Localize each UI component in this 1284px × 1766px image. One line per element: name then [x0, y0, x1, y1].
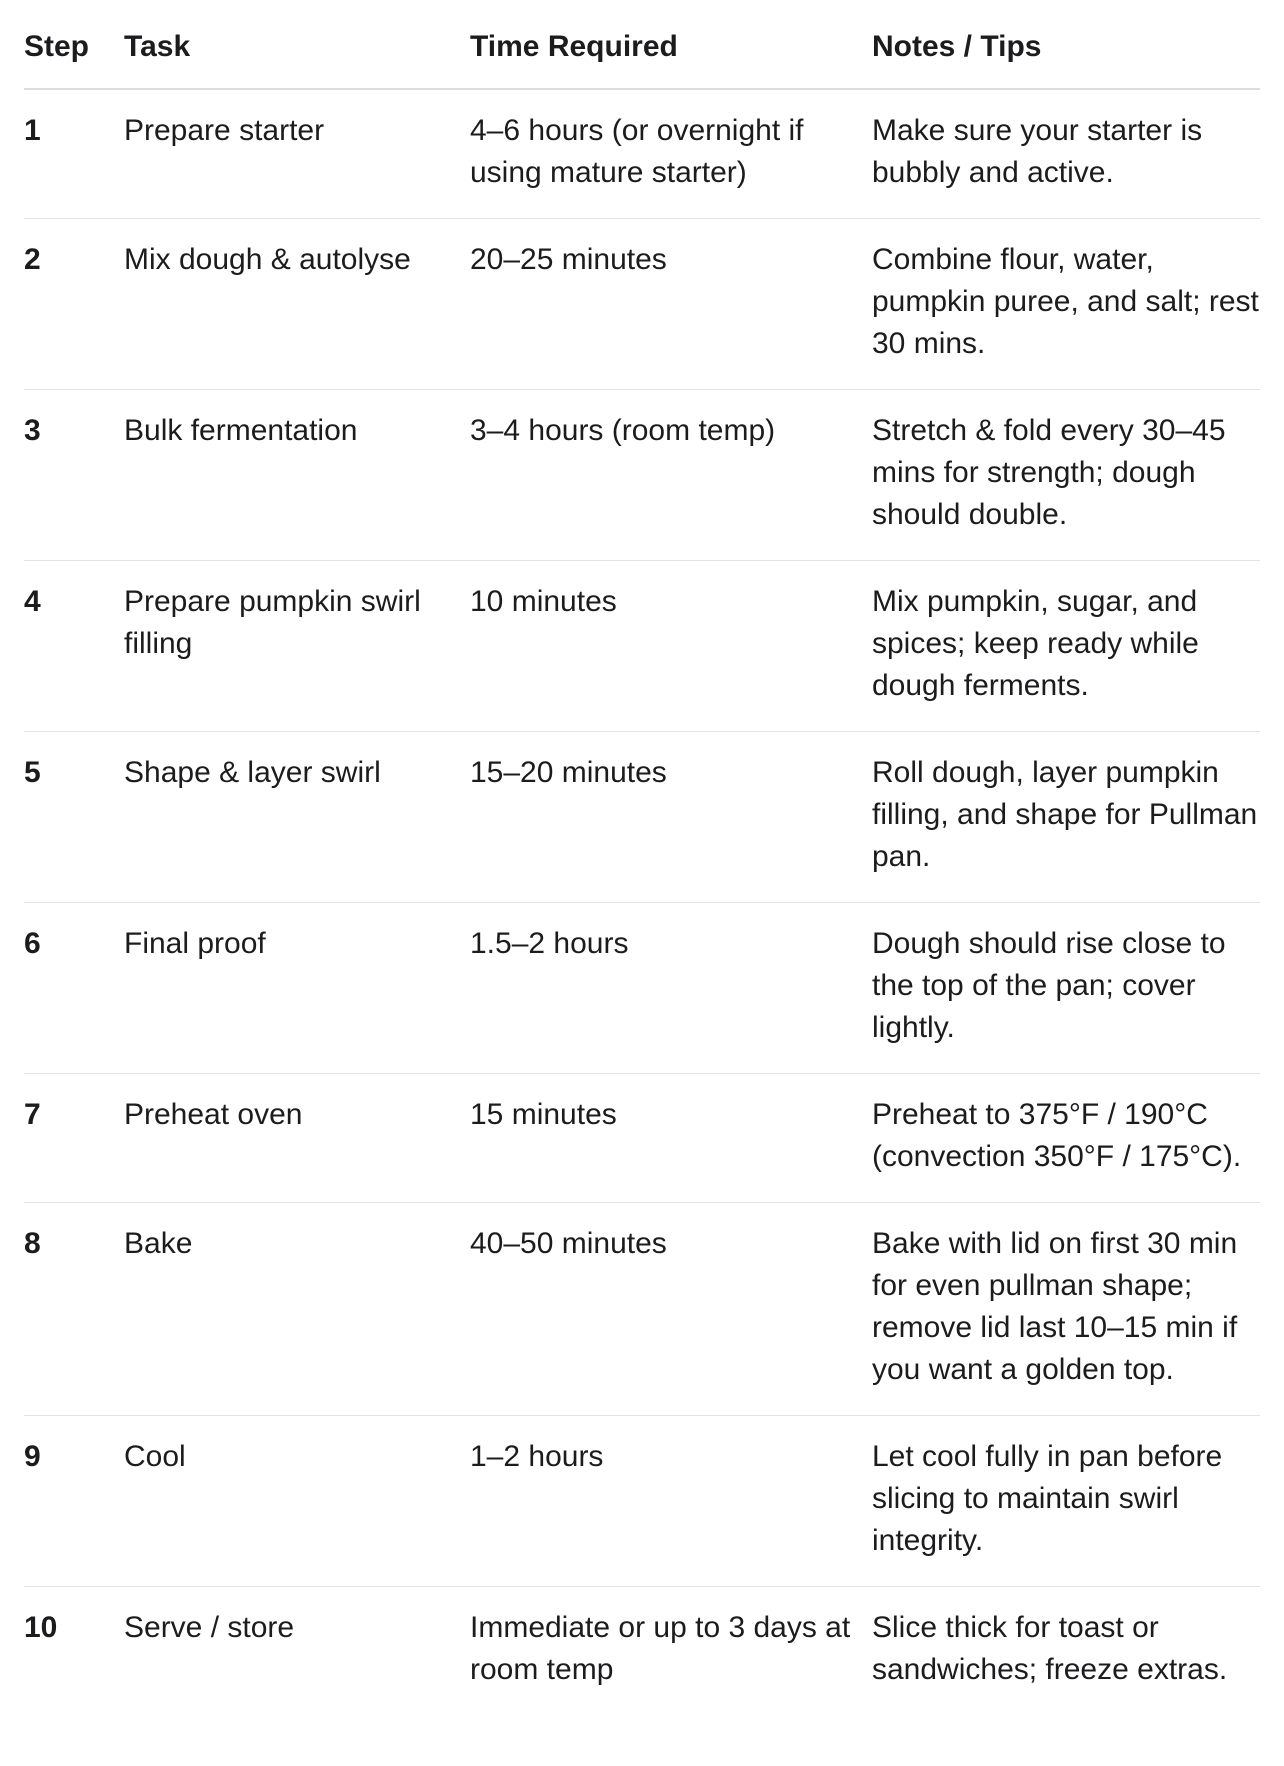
time-cell: 15 minutes	[470, 1074, 872, 1203]
step-number: 3	[24, 390, 124, 561]
step-number: 4	[24, 561, 124, 732]
step-number: 1	[24, 89, 124, 219]
header-task: Task	[124, 0, 470, 89]
task-cell: Bulk fermentation	[124, 390, 470, 561]
notes-cell: Let cool fully in pan before slicing to maintain swirl integrity.	[872, 1416, 1260, 1587]
header-row	[24, 0, 1260, 89]
task-cell: Final proof	[124, 903, 470, 1074]
task-cell: Prepare pumpkin swirl filling	[124, 561, 470, 732]
task-cell: Mix dough & autolyse	[124, 219, 470, 390]
step-number: 5	[24, 732, 124, 903]
table-row	[24, 1203, 1260, 1416]
table-row	[24, 89, 1260, 219]
table-row	[24, 732, 1260, 903]
task-cell: Shape & layer swirl	[124, 732, 470, 903]
notes-cell: Make sure your starter is bubbly and active.	[872, 89, 1260, 219]
task-cell: Cool	[124, 1416, 470, 1587]
table-body	[24, 89, 1260, 1715]
time-cell: 20–25 minutes	[470, 219, 872, 390]
step-number: 9	[24, 1416, 124, 1587]
task-cell: Serve / store	[124, 1611, 295, 1644]
notes-cell: Bake with lid on first 30 min for even pullman shape; remove lid last 10–15 min if you want a golden top.	[872, 1203, 1260, 1416]
time-cell: 1.5–2 hours	[470, 903, 872, 1074]
time-cell: 1–2 hours	[470, 1416, 872, 1587]
step-number: 8	[24, 1203, 124, 1416]
notes-cell: Stretch & fold every 30–45 mins for strength; dough should double.	[872, 390, 1260, 561]
task-cell: Bake	[124, 1203, 470, 1416]
table-row	[24, 561, 1260, 732]
time-cell: 10 minutes	[470, 561, 872, 732]
table-row	[24, 1416, 1260, 1587]
time-cell: 4–6 hours (or overnight if using mature starter)	[470, 89, 872, 219]
header-notes-tips: Notes / Tips	[872, 0, 1260, 89]
notes-cell: Mix pumpkin, sugar, and spices; keep ready while dough ferments.	[872, 561, 1260, 732]
time-cell: 3–4 hours (room temp)	[470, 390, 872, 561]
step-number: 2	[24, 219, 124, 390]
task-cell: Prepare starter	[124, 89, 470, 219]
notes-cell: Slice thick for toast or sandwiches; freeze extras.	[872, 1611, 1228, 1686]
table-row	[24, 219, 1260, 390]
header-step: Step	[24, 0, 124, 89]
table-row	[24, 903, 1260, 1074]
notes-cell: Preheat to 375°F / 190°C (convection 350°F / 175°C).	[872, 1074, 1260, 1203]
task-cell: Preheat oven	[124, 1074, 470, 1203]
baking-schedule-table	[24, 0, 1260, 1715]
notes-cell: Combine flour, water, pumpkin puree, and salt; rest 30 mins.	[872, 219, 1260, 390]
notes-cell: Dough should rise close to the top of the pan; cover lightly.	[872, 903, 1260, 1074]
header-time-required: Time Required	[470, 0, 872, 89]
table-row	[24, 1587, 1260, 1716]
time-cell: 15–20 minutes	[470, 732, 872, 903]
schedule-table-container	[24, 0, 1260, 1715]
table-header	[24, 0, 1260, 89]
time-cell: Immediate or up to 3 days at room temp	[470, 1611, 851, 1686]
step-number: 6	[24, 903, 124, 1074]
notes-cell: Roll dough, layer pumpkin filling, and shape for Pullman pan.	[872, 732, 1260, 903]
time-cell: 40–50 minutes	[470, 1203, 872, 1416]
table-row	[24, 390, 1260, 561]
step-number: 7	[24, 1074, 124, 1203]
table-row	[24, 1074, 1260, 1203]
step-number: 10	[24, 1611, 58, 1644]
